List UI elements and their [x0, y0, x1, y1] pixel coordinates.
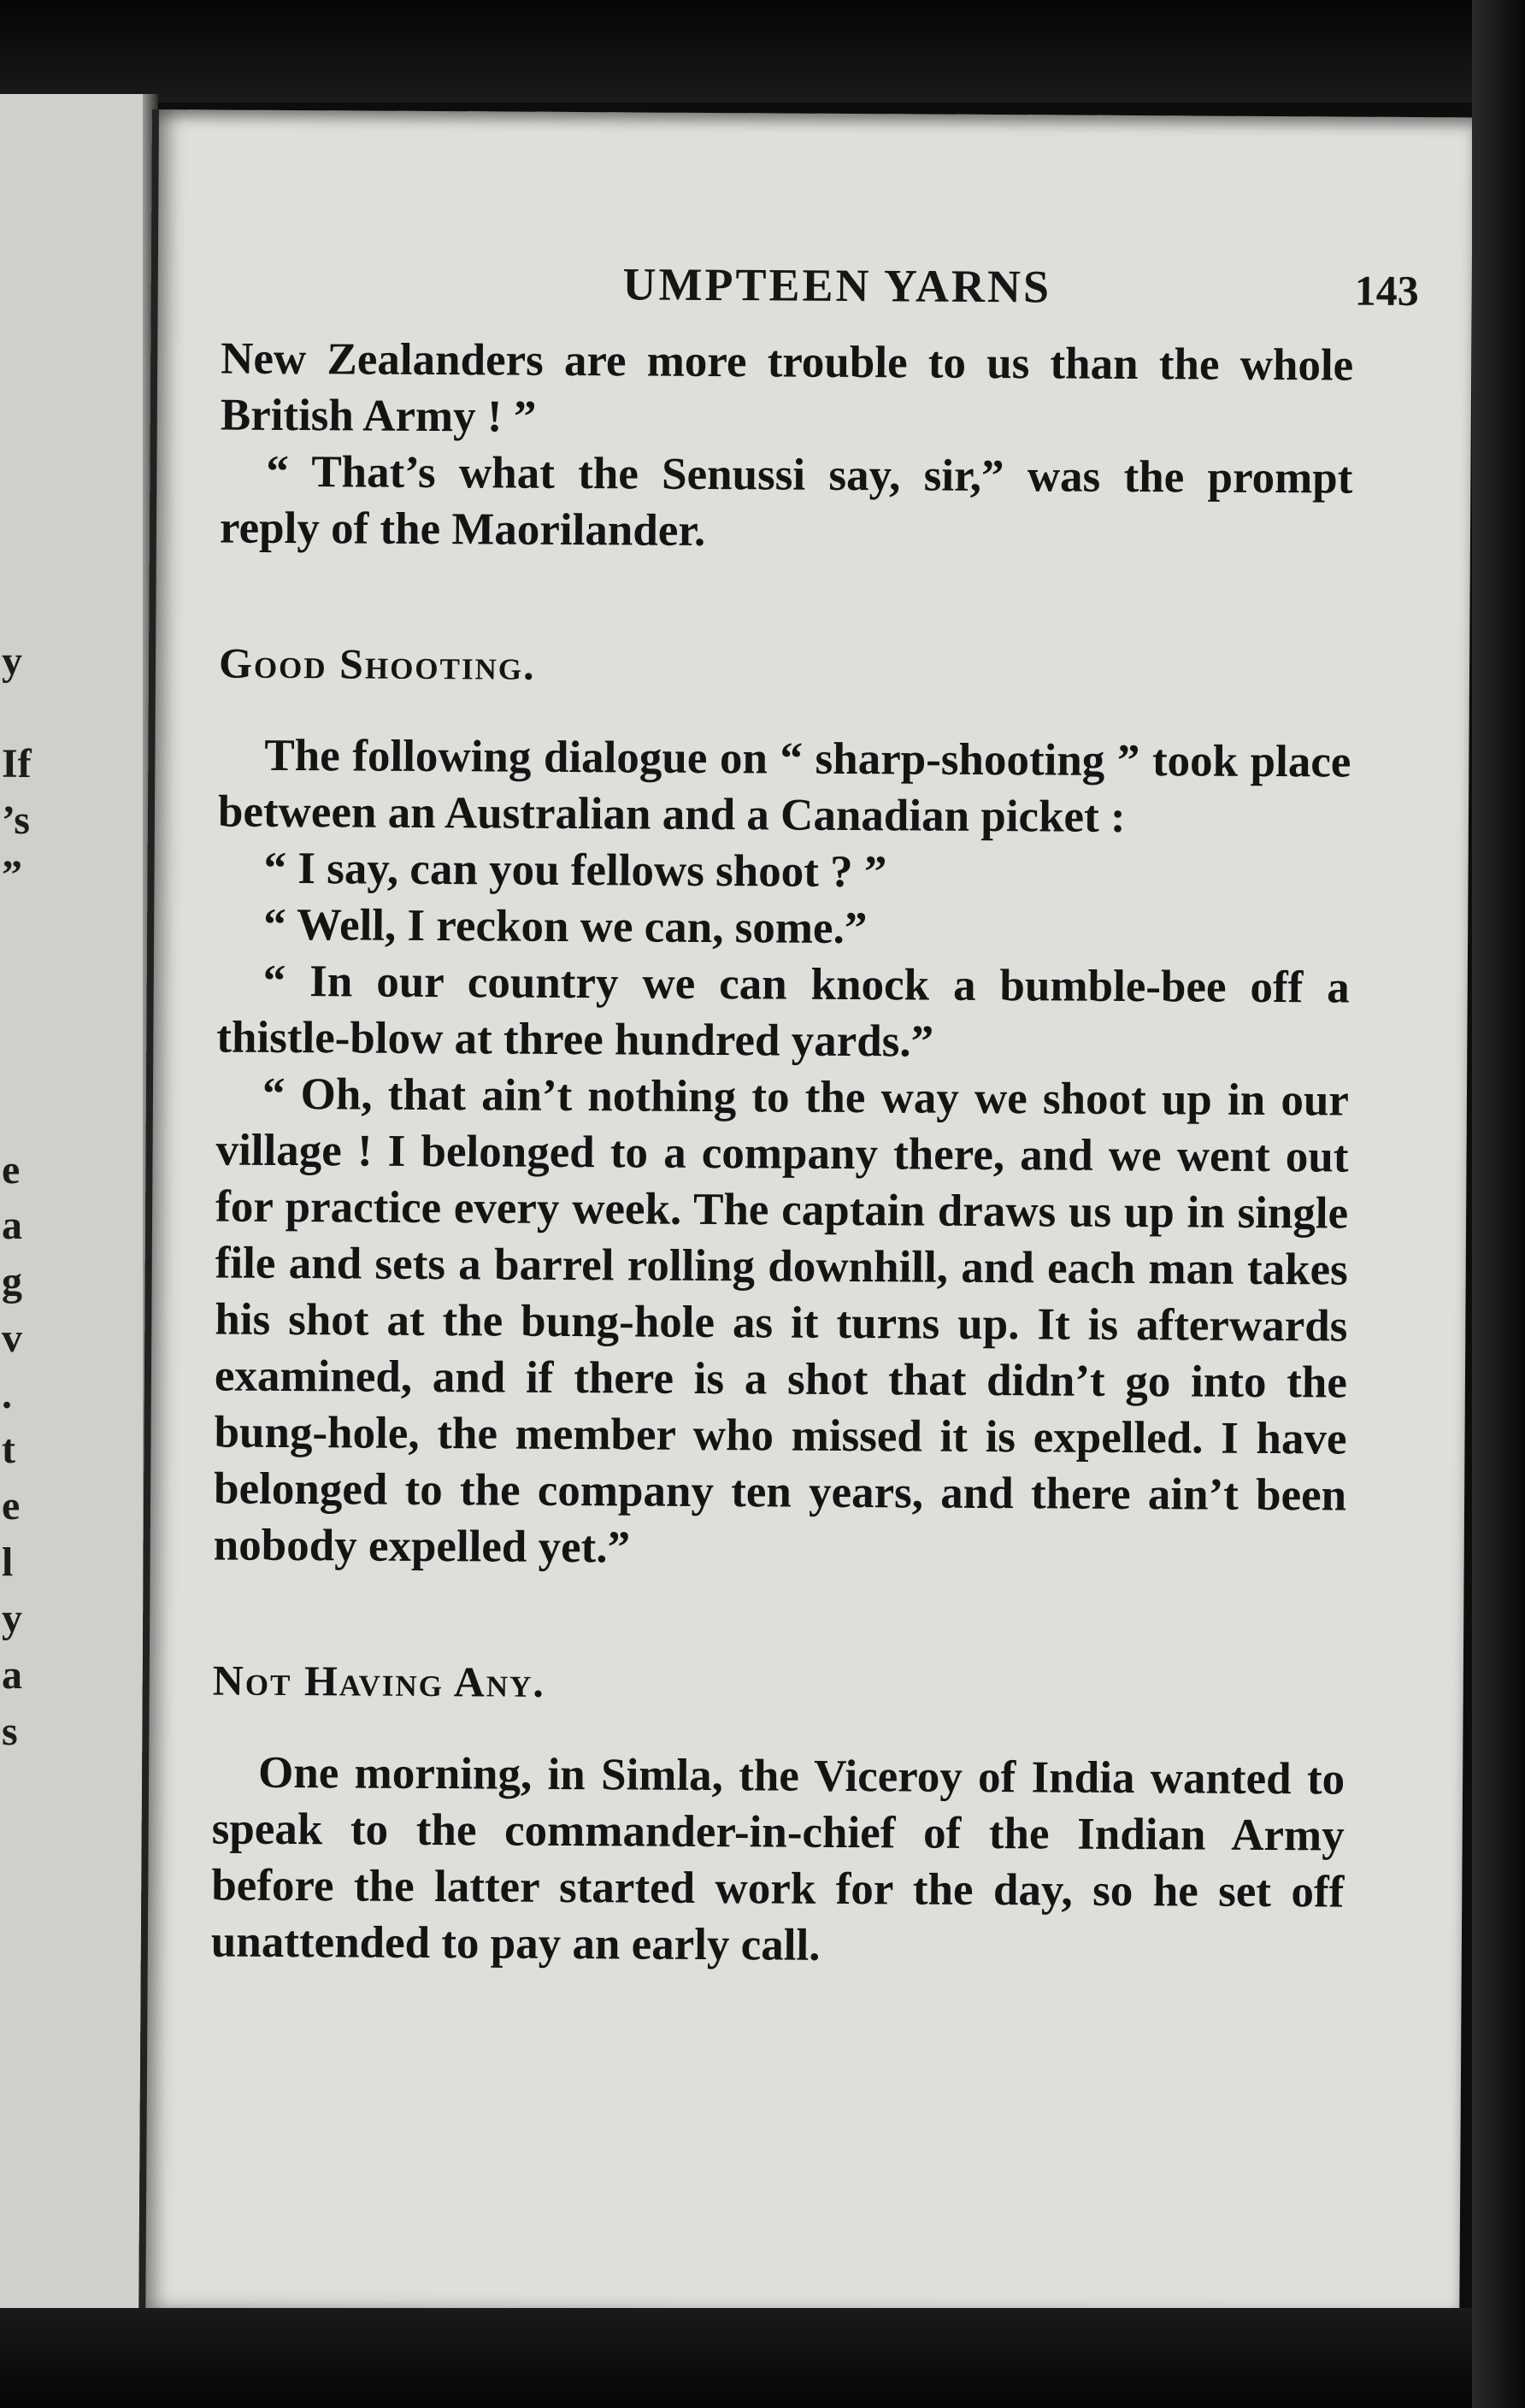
book-page: [138, 109, 1473, 2318]
facing-page-fragment: ”: [2, 852, 22, 898]
section-heading: Not Having Any.: [212, 1656, 546, 1706]
facing-page-fragment: a: [2, 1652, 22, 1698]
facing-page-fragment: t: [2, 1427, 15, 1472]
paragraph: New Zealanders are more trouble to us than the whole British Army ! ”: [220, 333, 1354, 442]
facing-page-edge: [0, 94, 158, 2308]
facing-page-fragment: e: [2, 1147, 21, 1192]
page-body: [211, 330, 1354, 1976]
dialogue-line: “ I say, can you fellows shoot ? ”: [263, 843, 887, 898]
scan-bottom-border: [0, 2308, 1525, 2408]
scan-right-border: [1472, 0, 1525, 2408]
dialogue-line: “ Well, I reckon we can, some.”: [262, 899, 868, 954]
facing-page-fragment: If: [2, 741, 32, 786]
page-header: [151, 255, 1472, 322]
facing-page-fragment: .: [2, 1372, 12, 1417]
facing-page-fragment: e: [2, 1483, 21, 1528]
facing-page-fragment: ’s: [2, 798, 30, 843]
running-title: UMPTEEN YARNS: [622, 258, 1052, 313]
facing-page-fragment: g: [2, 1259, 22, 1304]
paragraph: The following dialogue on “ sharp-shooting ” took place between an Australian and a Canadian picket :: [217, 730, 1351, 842]
section-heading: Good Shooting.: [218, 639, 536, 689]
scan-top-border: [0, 0, 1525, 103]
facing-page-fragment: y: [2, 1596, 22, 1641]
paragraph: “ That’s what the Senussi say, sir,” was the prompt reply of the Maorilander.: [219, 446, 1353, 556]
facing-page-fragment: l: [2, 1540, 14, 1585]
facing-page-fragment: s: [2, 1709, 18, 1754]
facing-page-fragment: v: [2, 1316, 22, 1361]
facing-page-fragment: a: [2, 1203, 22, 1248]
page-number: 143: [1354, 266, 1419, 315]
dialogue-line: “ In our country we can knock a bumble-bee off a thistle-blow at three hundred yards.”: [216, 956, 1350, 1067]
paragraph: One morning, in Simla, the Viceroy of India wanted to speak to the commander-in-chief of the Indian Army before the latter started work for the day, so he set off unattended to pay an early call.: [210, 1747, 1345, 1970]
facing-page-fragment: y: [2, 639, 22, 684]
dialogue-line: “ Oh, that ain’t nothing to the way we shoot up in our village ! I belonged to a company there, and we went out for practice every week. The captain draws us up in single file and sets a barrel rolling downhill, and each man takes his shot at the bung-hole as it turns up. It is afterwards examined, and if there is a shot that didn’t go into the bung-hole, the member who missed it is expelled. I have belonged to the company ten years, and there ain’t been nobody expelled yet.”: [213, 1069, 1350, 1573]
